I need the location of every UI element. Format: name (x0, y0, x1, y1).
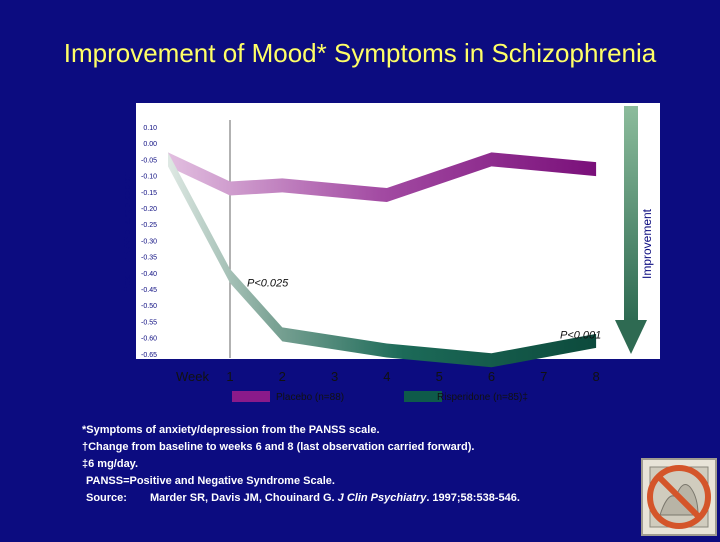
x-tick-label: 4 (383, 369, 391, 384)
footnote-panss: PANSS=Positive and Negative Syndrome Scale. (86, 475, 335, 487)
source-label: Source: (86, 492, 127, 504)
y-tick-label: -0.65 (141, 351, 157, 359)
footnote-source (82, 490, 520, 507)
source-authors: Marder SR, Davis JM, Chouinard G. (150, 492, 338, 504)
placebo-pvalue-annotation: P<0.025 (247, 277, 289, 290)
source-journal: J Clin Psychiatry (337, 492, 427, 504)
improvement-label: Improvement (640, 208, 654, 280)
y-tick-label: -0.35 (141, 254, 157, 262)
y-tick-label: -0.55 (141, 319, 157, 327)
x-tick-label: 6 (487, 369, 496, 384)
legend-label-placebo: Placebo (n=88) (276, 392, 345, 403)
x-tick-label: 2 (278, 369, 286, 384)
placebo-series-line (168, 152, 596, 202)
no-symbol-stamp-icon (640, 457, 718, 537)
y-tick-label: -0.50 (141, 303, 157, 311)
legend-swatch-placebo (232, 391, 270, 402)
x-axis-label: Week (176, 369, 209, 384)
improvement-arrow (615, 106, 654, 354)
y-tick-label: 0.00 (143, 141, 157, 149)
x-tick-label: 3 (330, 369, 339, 384)
y-tick-label: 0.10 (143, 125, 157, 132)
y-tick-label: -0.10 (141, 173, 157, 181)
x-tick-label: 8 (592, 369, 600, 384)
y-tick-label: -0.40 (141, 270, 157, 278)
improvement-arrow-shaft (624, 106, 638, 320)
y-tick-label: -0.25 (141, 222, 157, 230)
x-tick-label: 5 (435, 369, 443, 384)
series-layer (167, 152, 598, 367)
legend-label-risperidone: Risperidone (n=85)‡ (437, 392, 528, 403)
source-rest: . 1997;58:538-546. (426, 492, 520, 504)
legend (232, 391, 528, 403)
footnote-dose: ‡6 mg/day. (82, 458, 139, 470)
footnote-mood: *Symptoms of anxiety/depression from the PANSS scale. (82, 424, 380, 436)
slide-title: Improvement of Mood* Symptoms in Schizophrenia (63, 38, 657, 68)
y-tick-label: -0.60 (141, 335, 157, 343)
footnote-change: †Change from baseline to weeks 6 and 8 (last observation carried forward). (82, 441, 475, 453)
improvement-arrow-head (615, 320, 647, 354)
y-tick-label: -0.45 (141, 287, 157, 294)
y-tick-label: -0.20 (141, 206, 157, 213)
risperidone-pvalue-annotation: P<0.001 (560, 329, 602, 342)
y-tick-label: -0.15 (141, 189, 157, 197)
y-tick-label: -0.05 (141, 157, 157, 165)
x-tick-label: 1 (226, 369, 234, 384)
y-tick-label: -0.30 (141, 238, 157, 246)
footnotes (82, 422, 520, 507)
y-axis-label: Mean PANSS change score† (122, 171, 132, 293)
x-tick-label: 7 (540, 369, 548, 384)
